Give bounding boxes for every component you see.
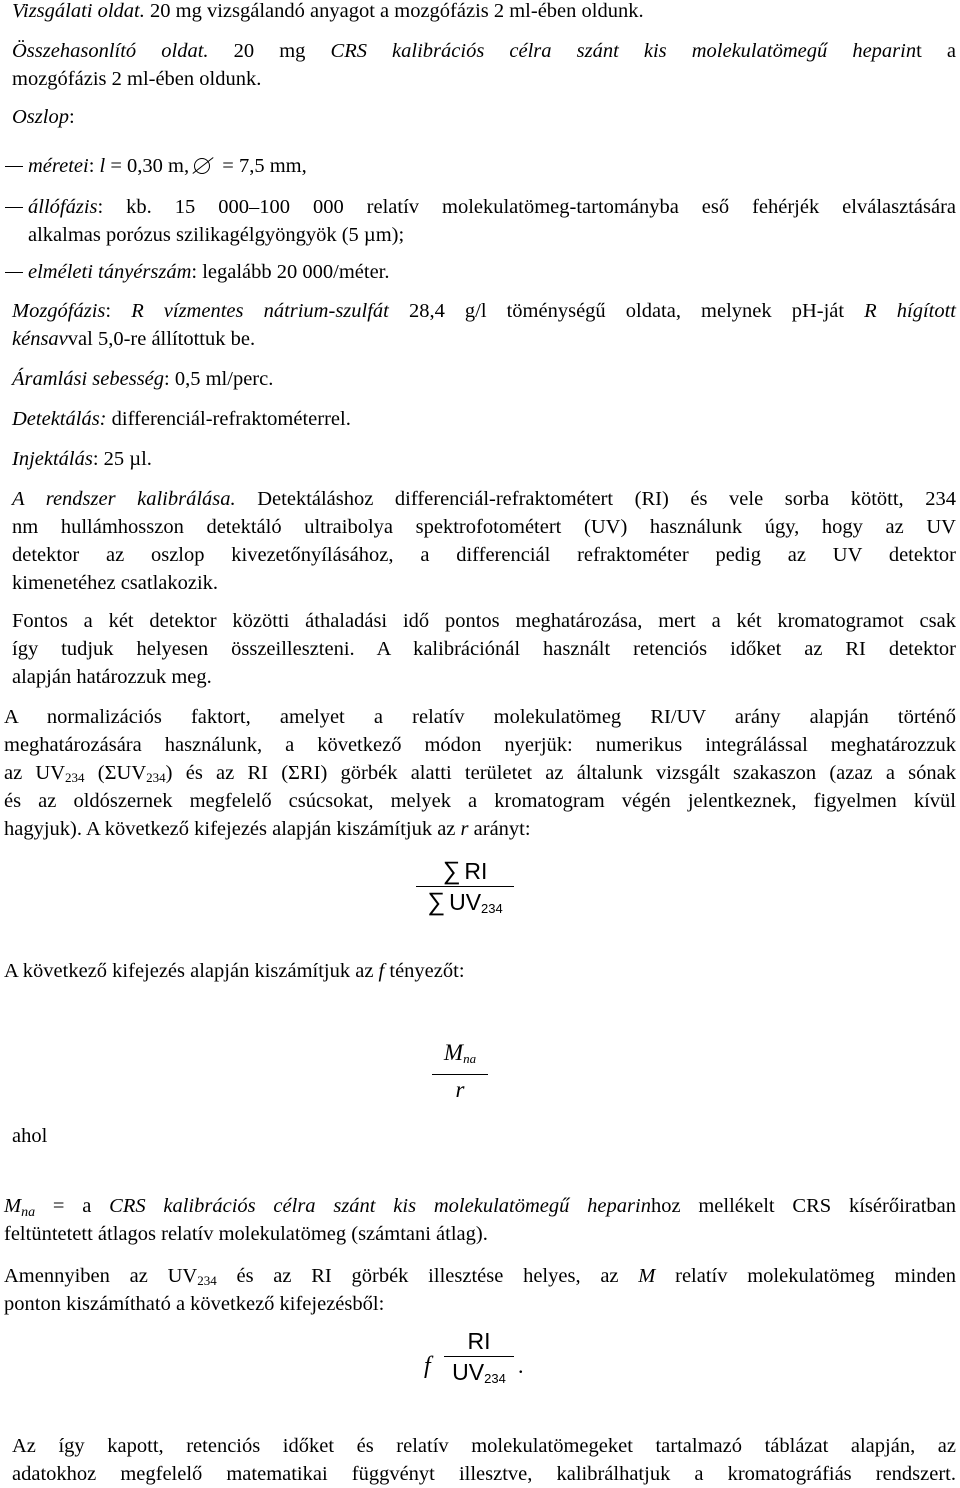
reference-solution-label: Összehasonlító oldat.: [12, 40, 209, 62]
test-solution-label: Vizsgálati oldat.: [12, 0, 145, 22]
detection: Detektálás: differenciál-refraktométerrel.: [12, 408, 351, 430]
formula-ratio-r: ∑ RI ∑ $UV_{234}$: [416, 858, 514, 922]
list-dash: [5, 166, 23, 167]
fraction-bar: [444, 1356, 514, 1357]
test-solution-text: 20 mg vizsgálandó anyagot a mozgófázis 2 ml-ében oldunk.: [144, 0, 644, 22]
reference-solution-paragraph: Összehasonlító oldat. 20 mg CRS kalibrációs célra szánt kis molekulatömegű heparint a mozgófázis 2 ml-ében oldunk.: [12, 40, 957, 90]
list-dash: [5, 272, 23, 273]
test-solution-paragraph: [12, 0, 956, 25]
final-paragraph: Az így kapott, retenciós időket és relatív molekulatömegeket tartalmazó táblázat alapján, az adatokhoz megfelelő matematikai függvényt illesztve, kalibrálhatjuk a kromatográfiás rendszert.: [12, 1435, 956, 1485]
list-dash: [5, 207, 23, 208]
formula-factor-f: $M_{na}$ r: [432, 1040, 488, 1103]
injection: Injektálás: 25 µl.: [12, 448, 152, 470]
formula-prefix-f: f: [424, 1353, 431, 1379]
detector-timing-paragraph: Fontos a két detektor közötti áthaladási idő pontos meghatározása, mert a két kromatogramot csak így tudjuk helyesen összeilleszteni. A kalibrációnál használt retenciós időket az RI detektor alapján határozzuk meg.: [12, 610, 956, 688]
fraction-bar: [416, 886, 514, 887]
where-label: ahol: [12, 1125, 48, 1147]
f-factor-intro: A következő kifejezés alapján kiszámítjuk az f tényezőt:: [4, 960, 465, 982]
calibration-paragraph: A rendszer kalibrálása. Detektáláshoz differenciál-refraktométert (RI) és vele sorba kötött, 234 nm hullámhosszon detektáló ultraibolya spektrofotométert (UV) használunk úgy, hogy az UV detektor az oszlop kivezetőnyílásához, a differenciál refraktométer pedig az UV detektor kimenetéhez csatlakozik.: [12, 488, 956, 594]
formula-mass: RI $UV_{234}$: [444, 1328, 514, 1392]
mobile-phase-paragraph: Mozgófázis: R vízmentes nátrium-szulfát 28,4 g/l töménységű oldata, melynek pH-ját R hígított kénsavval 5,0-re állítottuk be.: [12, 300, 956, 350]
flow-rate: Áramlási sebesség: 0,5 ml/perc.: [12, 368, 274, 390]
stationary-phase-item: állófázis: kb. 15 000–100 000 relatív molekulatömeg-tartományba eső fehérjék elválasztására alkalmas porózus szilikagélgyöngyök (5 µm);: [0, 193, 960, 249]
theoretical-plates-item: elméleti tányérszám: legalább 20 000/méter.: [0, 258, 960, 286]
fit-paragraph: Amennyiben az $UV_{234}$ és az RI görbék illesztése helyes, az M relatív molekulatömeg minden ponton kiszámítható a következő kifejezésből:: [4, 1265, 956, 1315]
mna-definition: Mna = a CRS kalibrációs célra szánt kis molekulatömegű heparinhoz mellékelt CRS kísérőiratban feltüntetett átlagos relatív molekulatömeg (számtani átlag).: [4, 1195, 956, 1245]
normalization-paragraph: A normalizációs faktort, amelyet a relatív molekulatömeg RI/UV arány alapján történő meghatározására használunk, a következő módon nyerjük: numerikus integrálással meghatározzuk az $UV_{234}$ $(\Sigma UV_{234})$ és az RI (ΣRI) görbék alatti területet az általunk vizsgált szakaszon (azaz a sónak és az oldószernek megfelelő csúcsokat, melyek a kromatogram végén jelentkeznek, figyelmen kívül hagyjuk). A következő kifejezés alapján kiszámítjuk az r arányt:: [4, 706, 956, 840]
column-heading: Oszlop:: [12, 106, 75, 128]
fraction-bar: [432, 1074, 488, 1075]
formula-period: .: [518, 1353, 524, 1378]
crs-name: CRS kalibrációs célra szánt kis molekulatömegű heparin: [330, 40, 917, 62]
diameter-symbol: [193, 157, 211, 175]
column-dimensions-item: méretei: l = 0,30 m, = 7,5 mm,: [0, 152, 960, 180]
